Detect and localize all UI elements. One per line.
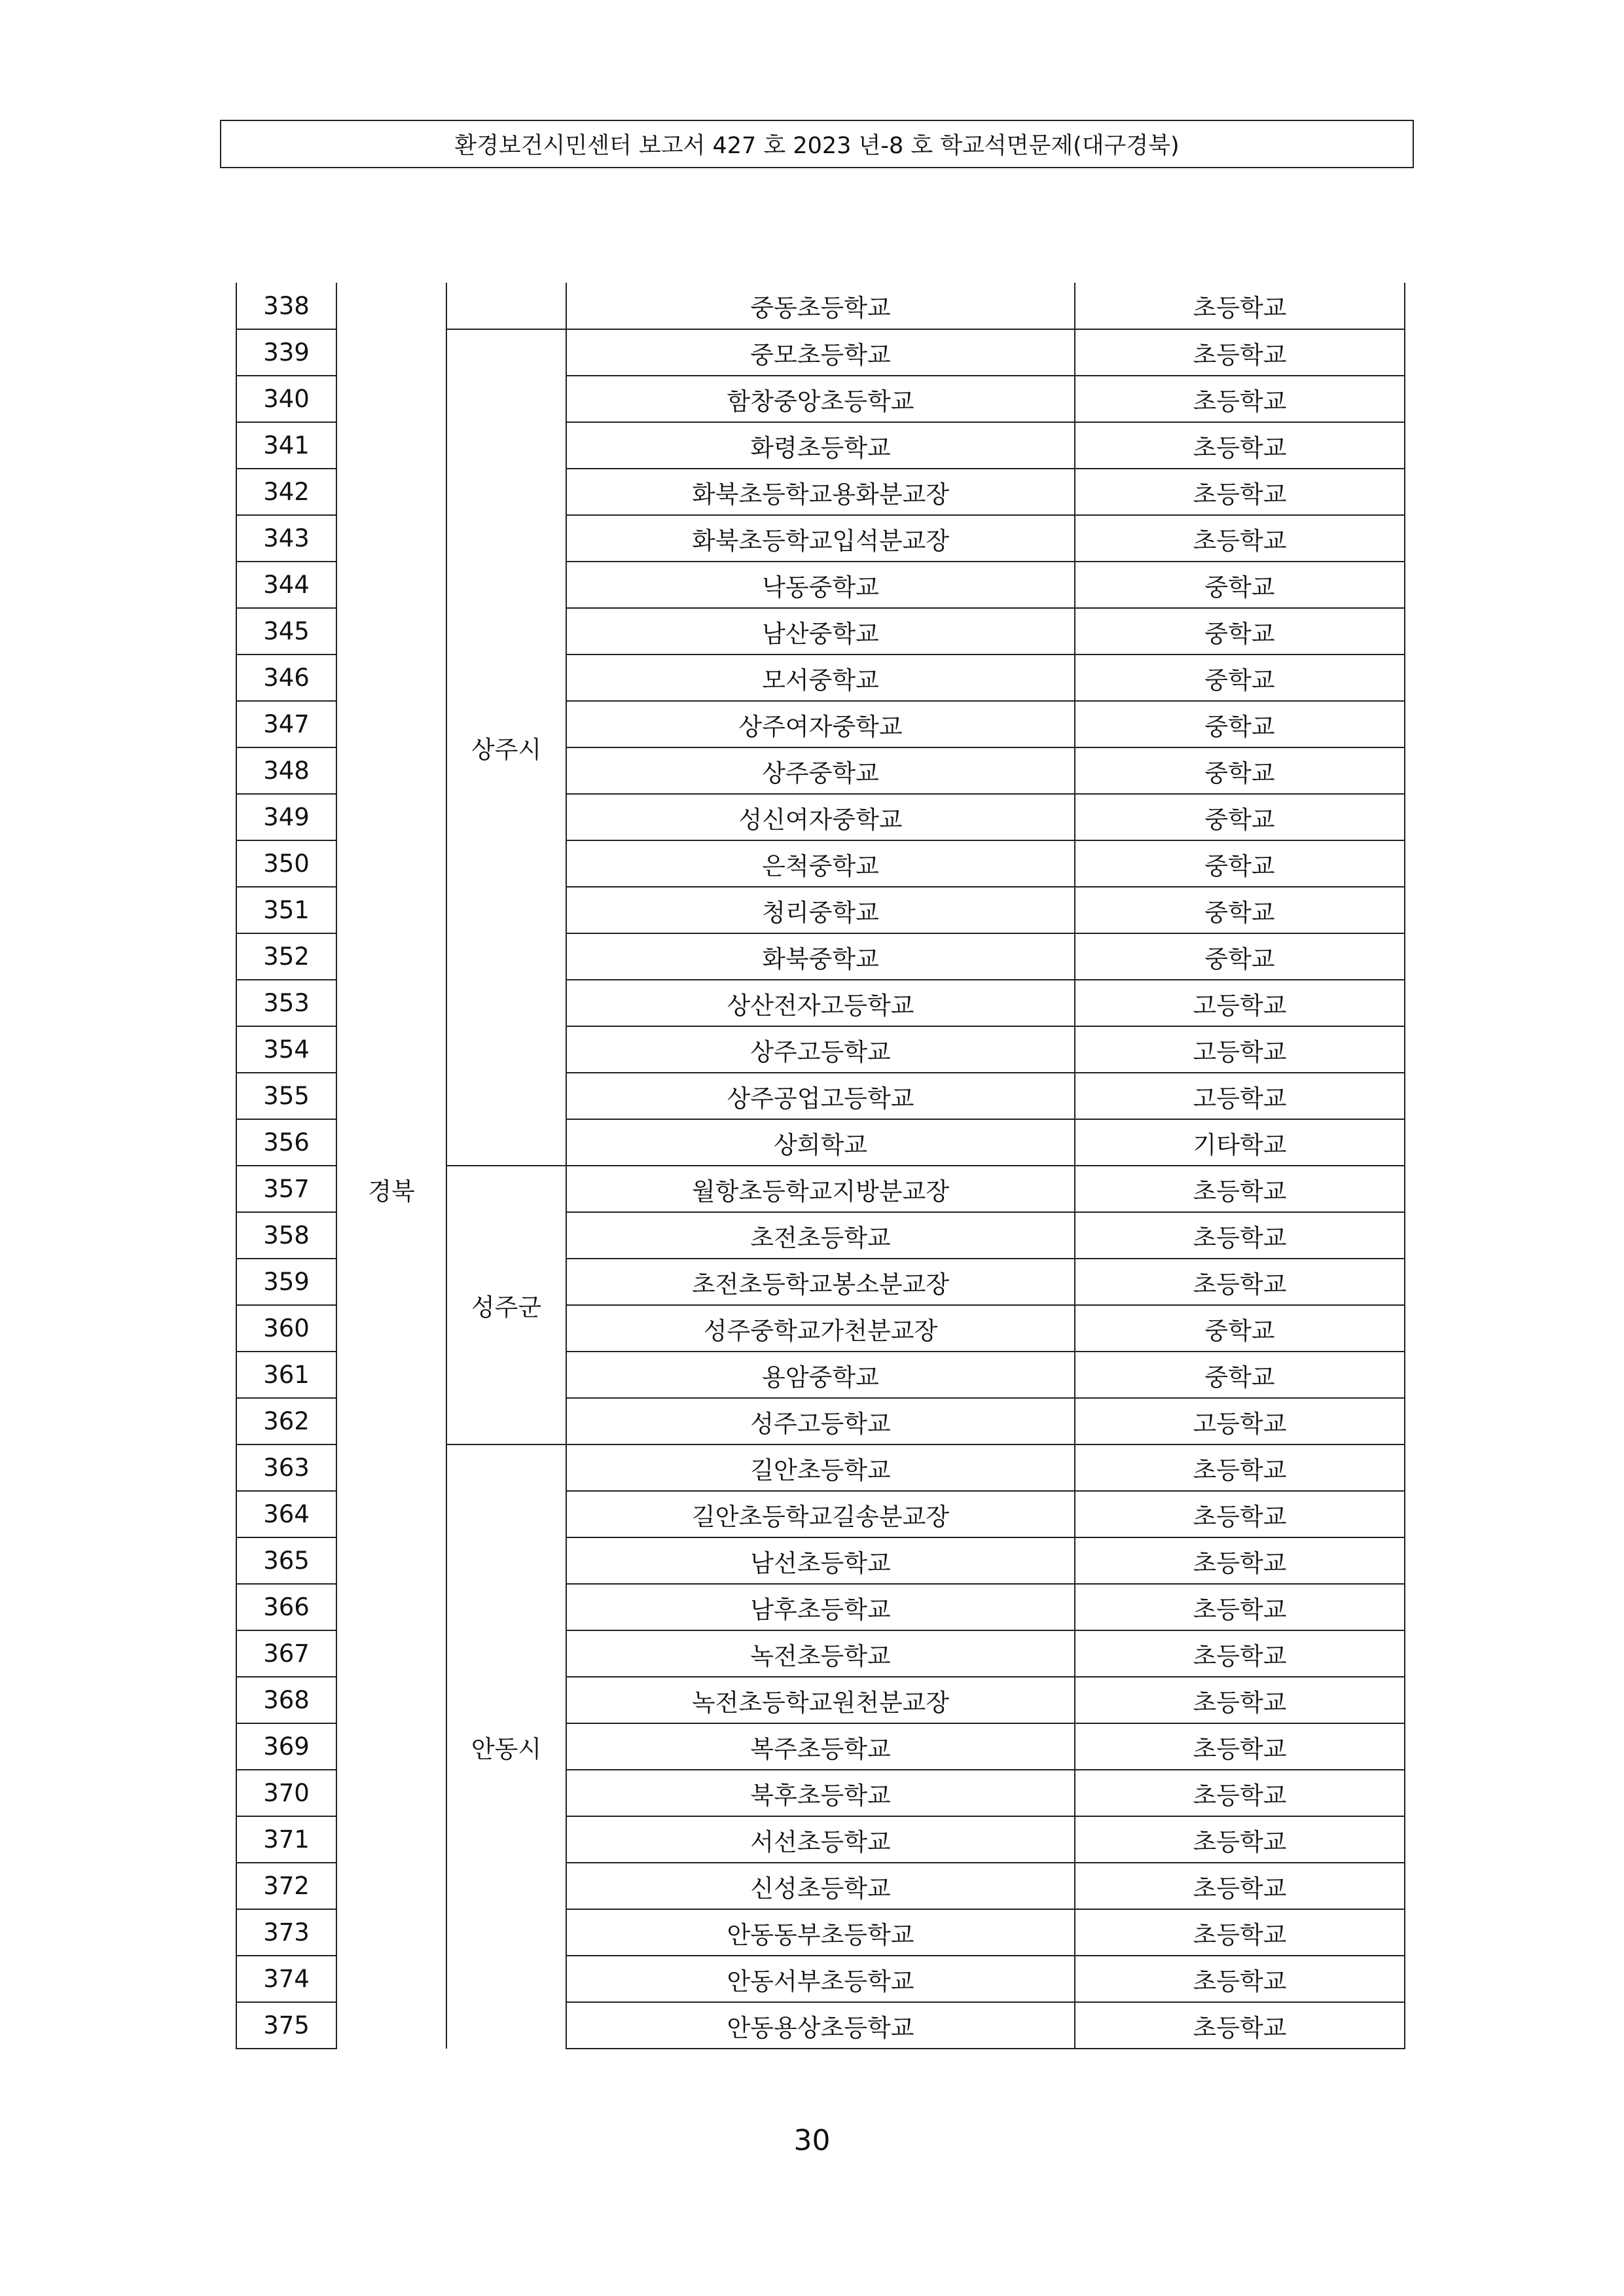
row-number: 355 (236, 1073, 336, 1119)
row-number: 367 (236, 1630, 336, 1677)
school-type: 고등학교 (1075, 1026, 1405, 1073)
school-type: 초등학교 (1075, 2002, 1405, 2049)
row-number: 371 (236, 1816, 336, 1863)
school-name: 화령초등학교 (566, 422, 1075, 469)
school-type: 고등학교 (1075, 1073, 1405, 1119)
sido-cell-continued (336, 283, 446, 329)
school-name: 월항초등학교지방분교장 (566, 1166, 1075, 1212)
school-name: 모서중학교 (566, 655, 1075, 701)
school-type: 초등학교 (1075, 1259, 1405, 1305)
row-number: 375 (236, 2002, 336, 2049)
school-type: 초등학교 (1075, 1537, 1405, 1584)
row-number: 369 (236, 1723, 336, 1770)
school-table (236, 283, 1405, 2049)
school-name: 성주중학교가천분교장 (566, 1305, 1075, 1352)
row-number: 349 (236, 794, 336, 840)
school-name: 초전초등학교봉소분교장 (566, 1259, 1075, 1305)
school-type: 초등학교 (1075, 1909, 1405, 1956)
row-number: 347 (236, 701, 336, 747)
school-name: 함창중앙초등학교 (566, 376, 1075, 422)
school-type: 고등학교 (1075, 1398, 1405, 1444)
row-number: 368 (236, 1677, 336, 1723)
sigungu-cell: 성주군 (446, 1166, 566, 1444)
sigungu-cell: 안동시 (446, 1444, 566, 2049)
school-name: 녹전초등학교 (566, 1630, 1075, 1677)
school-name: 상주고등학교 (566, 1026, 1075, 1073)
table-row (236, 329, 1405, 376)
school-name: 남선초등학교 (566, 1537, 1075, 1584)
row-number: 353 (236, 980, 336, 1026)
school-type: 중학교 (1075, 655, 1405, 701)
school-name: 성신여자중학교 (566, 794, 1075, 840)
school-name: 상주여자중학교 (566, 701, 1075, 747)
school-name: 화북초등학교용화분교장 (566, 469, 1075, 515)
school-name: 화북초등학교입석분교장 (566, 515, 1075, 562)
school-name: 신성초등학교 (566, 1863, 1075, 1909)
row-number: 339 (236, 329, 336, 376)
school-type: 중학교 (1075, 1305, 1405, 1352)
school-name: 서선초등학교 (566, 1816, 1075, 1863)
row-number: 364 (236, 1491, 336, 1537)
school-name: 은척중학교 (566, 840, 1075, 887)
row-number: 372 (236, 1863, 336, 1909)
school-type: 초등학교 (1075, 1491, 1405, 1537)
school-type: 초등학교 (1075, 329, 1405, 376)
row-number: 354 (236, 1026, 336, 1073)
row-number: 373 (236, 1909, 336, 1956)
school-type: 중학교 (1075, 794, 1405, 840)
row-number: 359 (236, 1259, 336, 1305)
school-name: 남산중학교 (566, 608, 1075, 655)
row-number: 351 (236, 887, 336, 933)
school-name: 상주중학교 (566, 747, 1075, 794)
school-name: 청리중학교 (566, 887, 1075, 933)
school-type: 초등학교 (1075, 283, 1405, 329)
school-type: 초등학교 (1075, 1212, 1405, 1259)
school-name: 길안초등학교 (566, 1444, 1075, 1491)
school-name: 안동서부초등학교 (566, 1956, 1075, 2002)
school-type: 중학교 (1075, 887, 1405, 933)
school-name: 길안초등학교길송분교장 (566, 1491, 1075, 1537)
row-number: 374 (236, 1956, 336, 2002)
report-header-title: 환경보건시민센터 보고서 427 호 2023 년-8 호 학교석면문제(대구경북) (454, 133, 1180, 159)
school-name: 상희학교 (566, 1119, 1075, 1166)
school-type: 초등학교 (1075, 1166, 1405, 1212)
school-name: 남후초등학교 (566, 1584, 1075, 1630)
school-type: 초등학교 (1075, 1816, 1405, 1863)
row-number: 361 (236, 1352, 336, 1398)
school-type: 초등학교 (1075, 1444, 1405, 1491)
school-type: 고등학교 (1075, 980, 1405, 1026)
school-name: 용암중학교 (566, 1352, 1075, 1398)
school-name: 안동용상초등학교 (566, 2002, 1075, 2049)
school-name: 녹전초등학교원천분교장 (566, 1677, 1075, 1723)
school-type: 초등학교 (1075, 1630, 1405, 1677)
school-name: 중동초등학교 (566, 283, 1075, 329)
row-number: 344 (236, 562, 336, 608)
school-type: 초등학교 (1075, 469, 1405, 515)
school-name: 안동동부초등학교 (566, 1909, 1075, 1956)
school-type: 중학교 (1075, 840, 1405, 887)
page-number: 30 (793, 2124, 831, 2157)
school-type: 초등학교 (1075, 1723, 1405, 1770)
row-number: 343 (236, 515, 336, 562)
row-number: 345 (236, 608, 336, 655)
row-number: 338 (236, 283, 336, 329)
sigungu-cell-continued (446, 283, 566, 329)
school-name: 성주고등학교 (566, 1398, 1075, 1444)
school-type: 초등학교 (1075, 1956, 1405, 2002)
school-type: 초등학교 (1075, 1677, 1405, 1723)
row-number: 360 (236, 1305, 336, 1352)
school-type: 초등학교 (1075, 1770, 1405, 1816)
school-type: 중학교 (1075, 933, 1405, 980)
row-number: 352 (236, 933, 336, 980)
school-type: 중학교 (1075, 608, 1405, 655)
sido-cell: 경북 (336, 329, 446, 2049)
school-type: 초등학교 (1075, 376, 1405, 422)
sigungu-cell: 상주시 (446, 329, 566, 1166)
school-name: 초전초등학교 (566, 1212, 1075, 1259)
school-type: 초등학교 (1075, 1584, 1405, 1630)
school-type: 초등학교 (1075, 422, 1405, 469)
school-type: 중학교 (1075, 562, 1405, 608)
row-number: 370 (236, 1770, 336, 1816)
row-number: 366 (236, 1584, 336, 1630)
row-number: 346 (236, 655, 336, 701)
school-type: 초등학교 (1075, 1863, 1405, 1909)
report-header (220, 120, 1414, 168)
row-number: 350 (236, 840, 336, 887)
row-number: 340 (236, 376, 336, 422)
school-name: 북후초등학교 (566, 1770, 1075, 1816)
row-number: 342 (236, 469, 336, 515)
school-table-body (236, 283, 1405, 2049)
row-number: 362 (236, 1398, 336, 1444)
school-name: 상산전자고등학교 (566, 980, 1075, 1026)
school-name: 중모초등학교 (566, 329, 1075, 376)
school-type: 중학교 (1075, 747, 1405, 794)
school-type: 기타학교 (1075, 1119, 1405, 1166)
school-type: 초등학교 (1075, 515, 1405, 562)
row-number: 348 (236, 747, 336, 794)
row-number: 363 (236, 1444, 336, 1491)
school-name: 상주공업고등학교 (566, 1073, 1075, 1119)
school-name: 복주초등학교 (566, 1723, 1075, 1770)
school-name: 화북중학교 (566, 933, 1075, 980)
table-row (236, 283, 1405, 329)
row-number: 341 (236, 422, 336, 469)
row-number: 365 (236, 1537, 336, 1584)
row-number: 358 (236, 1212, 336, 1259)
row-number: 356 (236, 1119, 336, 1166)
row-number: 357 (236, 1166, 336, 1212)
school-type: 중학교 (1075, 1352, 1405, 1398)
school-name: 낙동중학교 (566, 562, 1075, 608)
school-type: 중학교 (1075, 701, 1405, 747)
